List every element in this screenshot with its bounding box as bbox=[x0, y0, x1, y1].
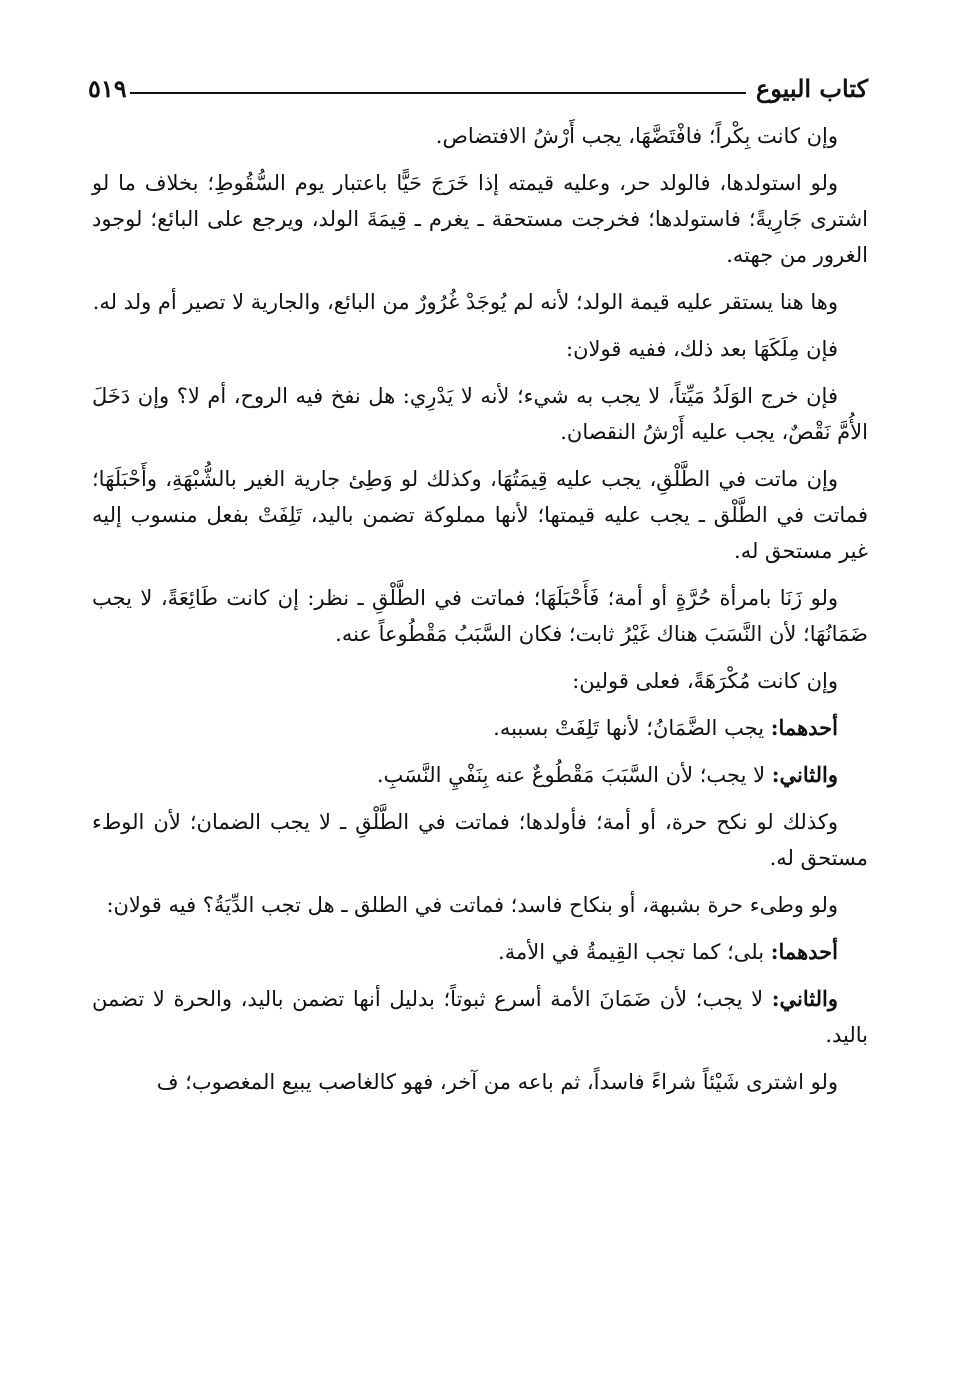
paragraph-10: والثاني: لا يجب؛ لأن السَّبَبَ مَقْطُوعٌ عنه بِنَفْيِ النَّسَبِ. bbox=[376, 762, 838, 787]
paragraph-4: فإن مِلَكَهَا بعد ذلك، ففيه قولان: bbox=[566, 337, 838, 361]
opinion-label: أحدهما: bbox=[770, 715, 838, 740]
paragraph-6: وإن ماتت في الطَّلْقِ، يجب عليه قِيمَتُهَا، وكذلك لو وَطِئ جارية الغير بالشُّبْهَةِ، وأَحْبَلَهَا؛ فماتت في الطَّلْق ـ يجب عليه قيمتها؛ لأنها مملوكة تضمن باليد، تَلِفَتْ بفعل منسوب إليه غير مستحق له. bbox=[92, 467, 868, 563]
page-body bbox=[92, 118, 868, 1111]
chapter-title: كتاب البيوع bbox=[755, 74, 868, 103]
paragraph-1: وإن كانت بِكْراً؛ فافْتَضَّهَا، يجب أَرْشُ الافتضاص. bbox=[435, 124, 838, 148]
paragraph-11: وكذلك لو نكح حرة، أو أمة؛ فأولدها؛ فماتت في الطَّلْقِ ـ لا يجب الضمان؛ لأن الوطء مستحق له. bbox=[92, 810, 868, 870]
running-header bbox=[88, 68, 868, 108]
paragraph-7: ولو زَنَا بامرأة حُرَّةٍ أو أمة؛ فَأَحْبَلَهَا؛ فماتت في الطَّلْقِ ـ نظر: إن كانت طَائِعَةً، لا يجب ضَمَانُهَا؛ لأن النَّسَبَ هناك غَيْرُ ثابت؛ فكان السَّبَبُ مَقْطُوعاً عنه. bbox=[92, 586, 868, 646]
opinion-label: والثاني: bbox=[771, 986, 838, 1011]
paragraph-5: فإن خرج الوَلَدُ مَيِّتاً، لا يجب به شيء؛ لأنه لا يَدْرِي: هل نفخ فيه الروح، أم لا؟ وإن دَخَلَ الأُمَّ نَقْصٌ، يجب عليه أَرْشُ النقصان. bbox=[92, 384, 868, 444]
page-number: ٥١٩ bbox=[88, 74, 127, 103]
paragraph-8: وإن كانت مُكْرَهَةً، فعلى قولين: bbox=[572, 669, 838, 693]
opinion-label: والثاني: bbox=[771, 762, 838, 787]
paragraph-12: ولو وطىء حرة بشبهة، أو بنكاح فاسد؛ فماتت في الطلق ـ هل تجب الدِّيَةُ؟ فيه قولان: bbox=[106, 893, 838, 917]
opinion-label: أحدهما: bbox=[770, 939, 838, 964]
paragraph-9: أحدهما: يجب الضَّمَانُ؛ لأنها تَلِفَتْ بسببه. bbox=[493, 715, 838, 740]
paragraph-13: أحدهما: بلى؛ كما تجب القِيمةُ في الأمة. bbox=[498, 939, 838, 964]
paragraph-15: ولو اشترى شَيْئاً شراءً فاسداً، ثم باعه من آخر، فهو كالغاصب يبيع المغصوب؛ ف bbox=[156, 1070, 838, 1094]
paragraph-3: وها هنا يستقر عليه قيمة الولد؛ لأنه لم يُوجَدْ غُرُورٌ من البائع، والجارية لا تصير أم ولد له. bbox=[92, 290, 838, 314]
paragraph-14: والثاني: لا يجب؛ لأن ضَمَانَ الأمة أسرع ثبوتاً؛ بدليل أنها تضمن باليد، والحرة لا تضمن باليد. bbox=[92, 986, 868, 1047]
header-rule bbox=[130, 92, 746, 94]
paragraph-2: ولو استولدها، فالولد حر، وعليه قيمته إذا خَرَجَ حَيًّا باعتبار يوم السُّقُوطِ؛ بخلاف ما لو اشترى جَارِيةً؛ فاستولدها؛ فخرجت مستحقة ـ يغرم ـ قِيمَةَ الولد، ويرجع على البائع؛ لوجود الغرور من جهته. bbox=[92, 171, 868, 267]
